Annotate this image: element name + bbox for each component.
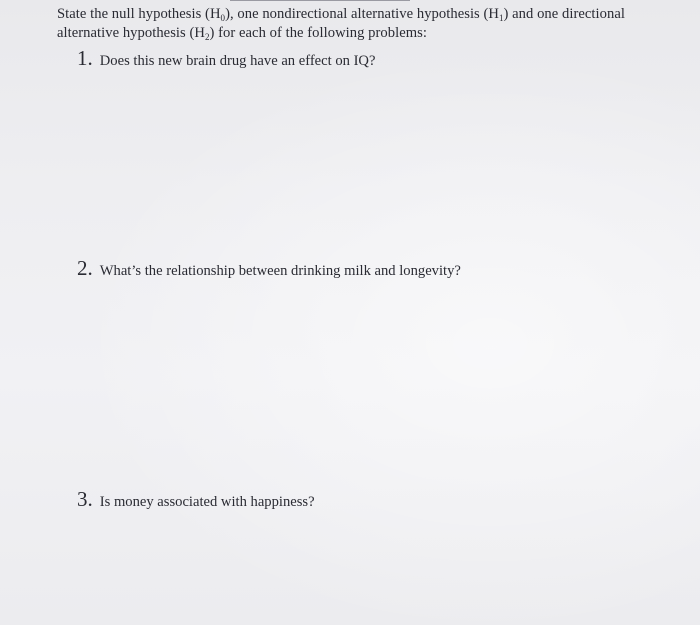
subscript-2: 2 bbox=[204, 32, 210, 42]
instructions-line-2: alternative hypothesis $(H_2)$ for each of the following problems: bbox=[57, 25, 427, 42]
problem-text: Is money associated with happiness? bbox=[99, 494, 315, 510]
problem-2 bbox=[77, 256, 461, 281]
problem-number: 2. bbox=[77, 256, 93, 280]
problem-number: 3. bbox=[77, 487, 93, 511]
problem-text: What’s the relationship between drinking milk and longevity? bbox=[99, 263, 461, 279]
problem-text: Does this new brain drug have an effect on IQ? bbox=[99, 53, 376, 69]
subscript-0: 0 bbox=[220, 13, 226, 23]
subscript-1: 1 bbox=[498, 13, 504, 23]
top-rule bbox=[230, 0, 410, 1]
problem-3 bbox=[77, 487, 315, 512]
instructions-line-1: State the null hypothesis $(H_0)$, one nondirectional alternative hypothesis $(H_1)$ and one directional bbox=[57, 6, 625, 23]
problem-1 bbox=[77, 46, 375, 71]
instructions bbox=[57, 5, 677, 43]
problem-number: 1. bbox=[77, 46, 93, 70]
